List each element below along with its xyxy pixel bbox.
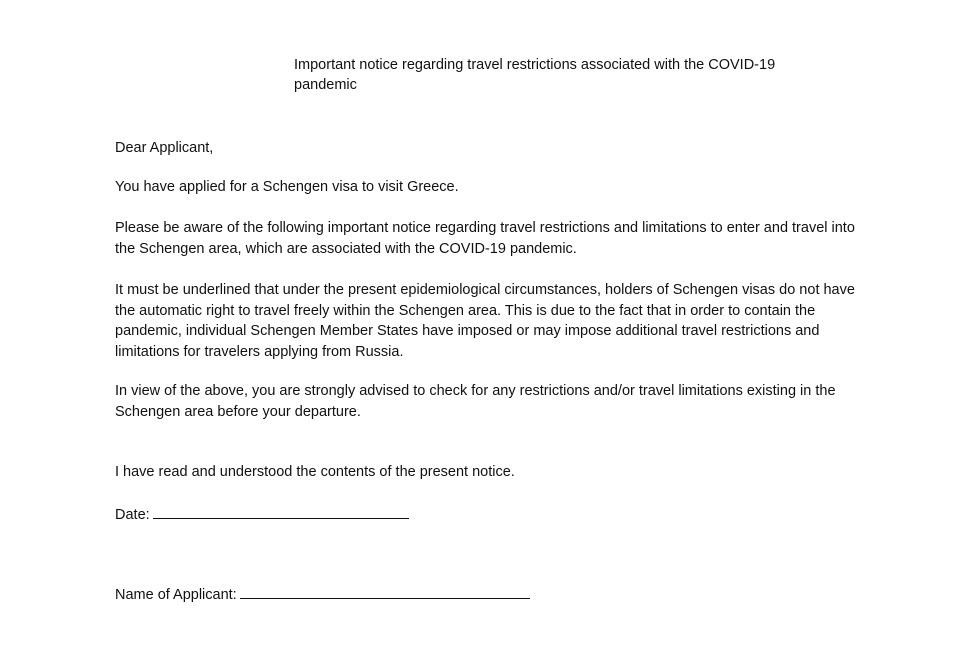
greeting: Dear Applicant,	[115, 140, 214, 156]
date-blank-line[interactable]	[153, 504, 409, 519]
paragraph-restrictions: It must be underlined that under the present epidemiological circumstances, holders of Schengen visas do not have the automatic right to travel freely within the Schengen area. This is due to the fact that in order to contain the pandemic, individual Schengen Member States have imposed or may impose additional travel restrictions and limitations for travelers applying from Russia.	[115, 282, 855, 360]
applicant-name-label: Name of Applicant:	[115, 587, 237, 603]
paragraph-notice-intro: Please be aware of the following important notice regarding travel restrictions and limitations to enter and travel into the Schengen area, which are associated with the COVID-19 pandemic.	[115, 220, 855, 257]
date-field	[115, 504, 409, 525]
date-label: Date:	[115, 507, 150, 523]
confirmation-statement: I have read and understood the contents of the present notice.	[115, 464, 515, 480]
paragraph-applied: You have applied for a Schengen visa to visit Greece.	[115, 179, 459, 195]
paragraph-advice: In view of the above, you are strongly advised to check for any restrictions and/or travel limitations existing in the Schengen area before your departure.	[115, 383, 836, 420]
notice-title: Important notice regarding travel restrictions associated with the COVID-19 pandemic	[294, 57, 776, 93]
applicant-name-blank-line[interactable]	[240, 584, 530, 599]
applicant-name-field	[115, 584, 530, 605]
